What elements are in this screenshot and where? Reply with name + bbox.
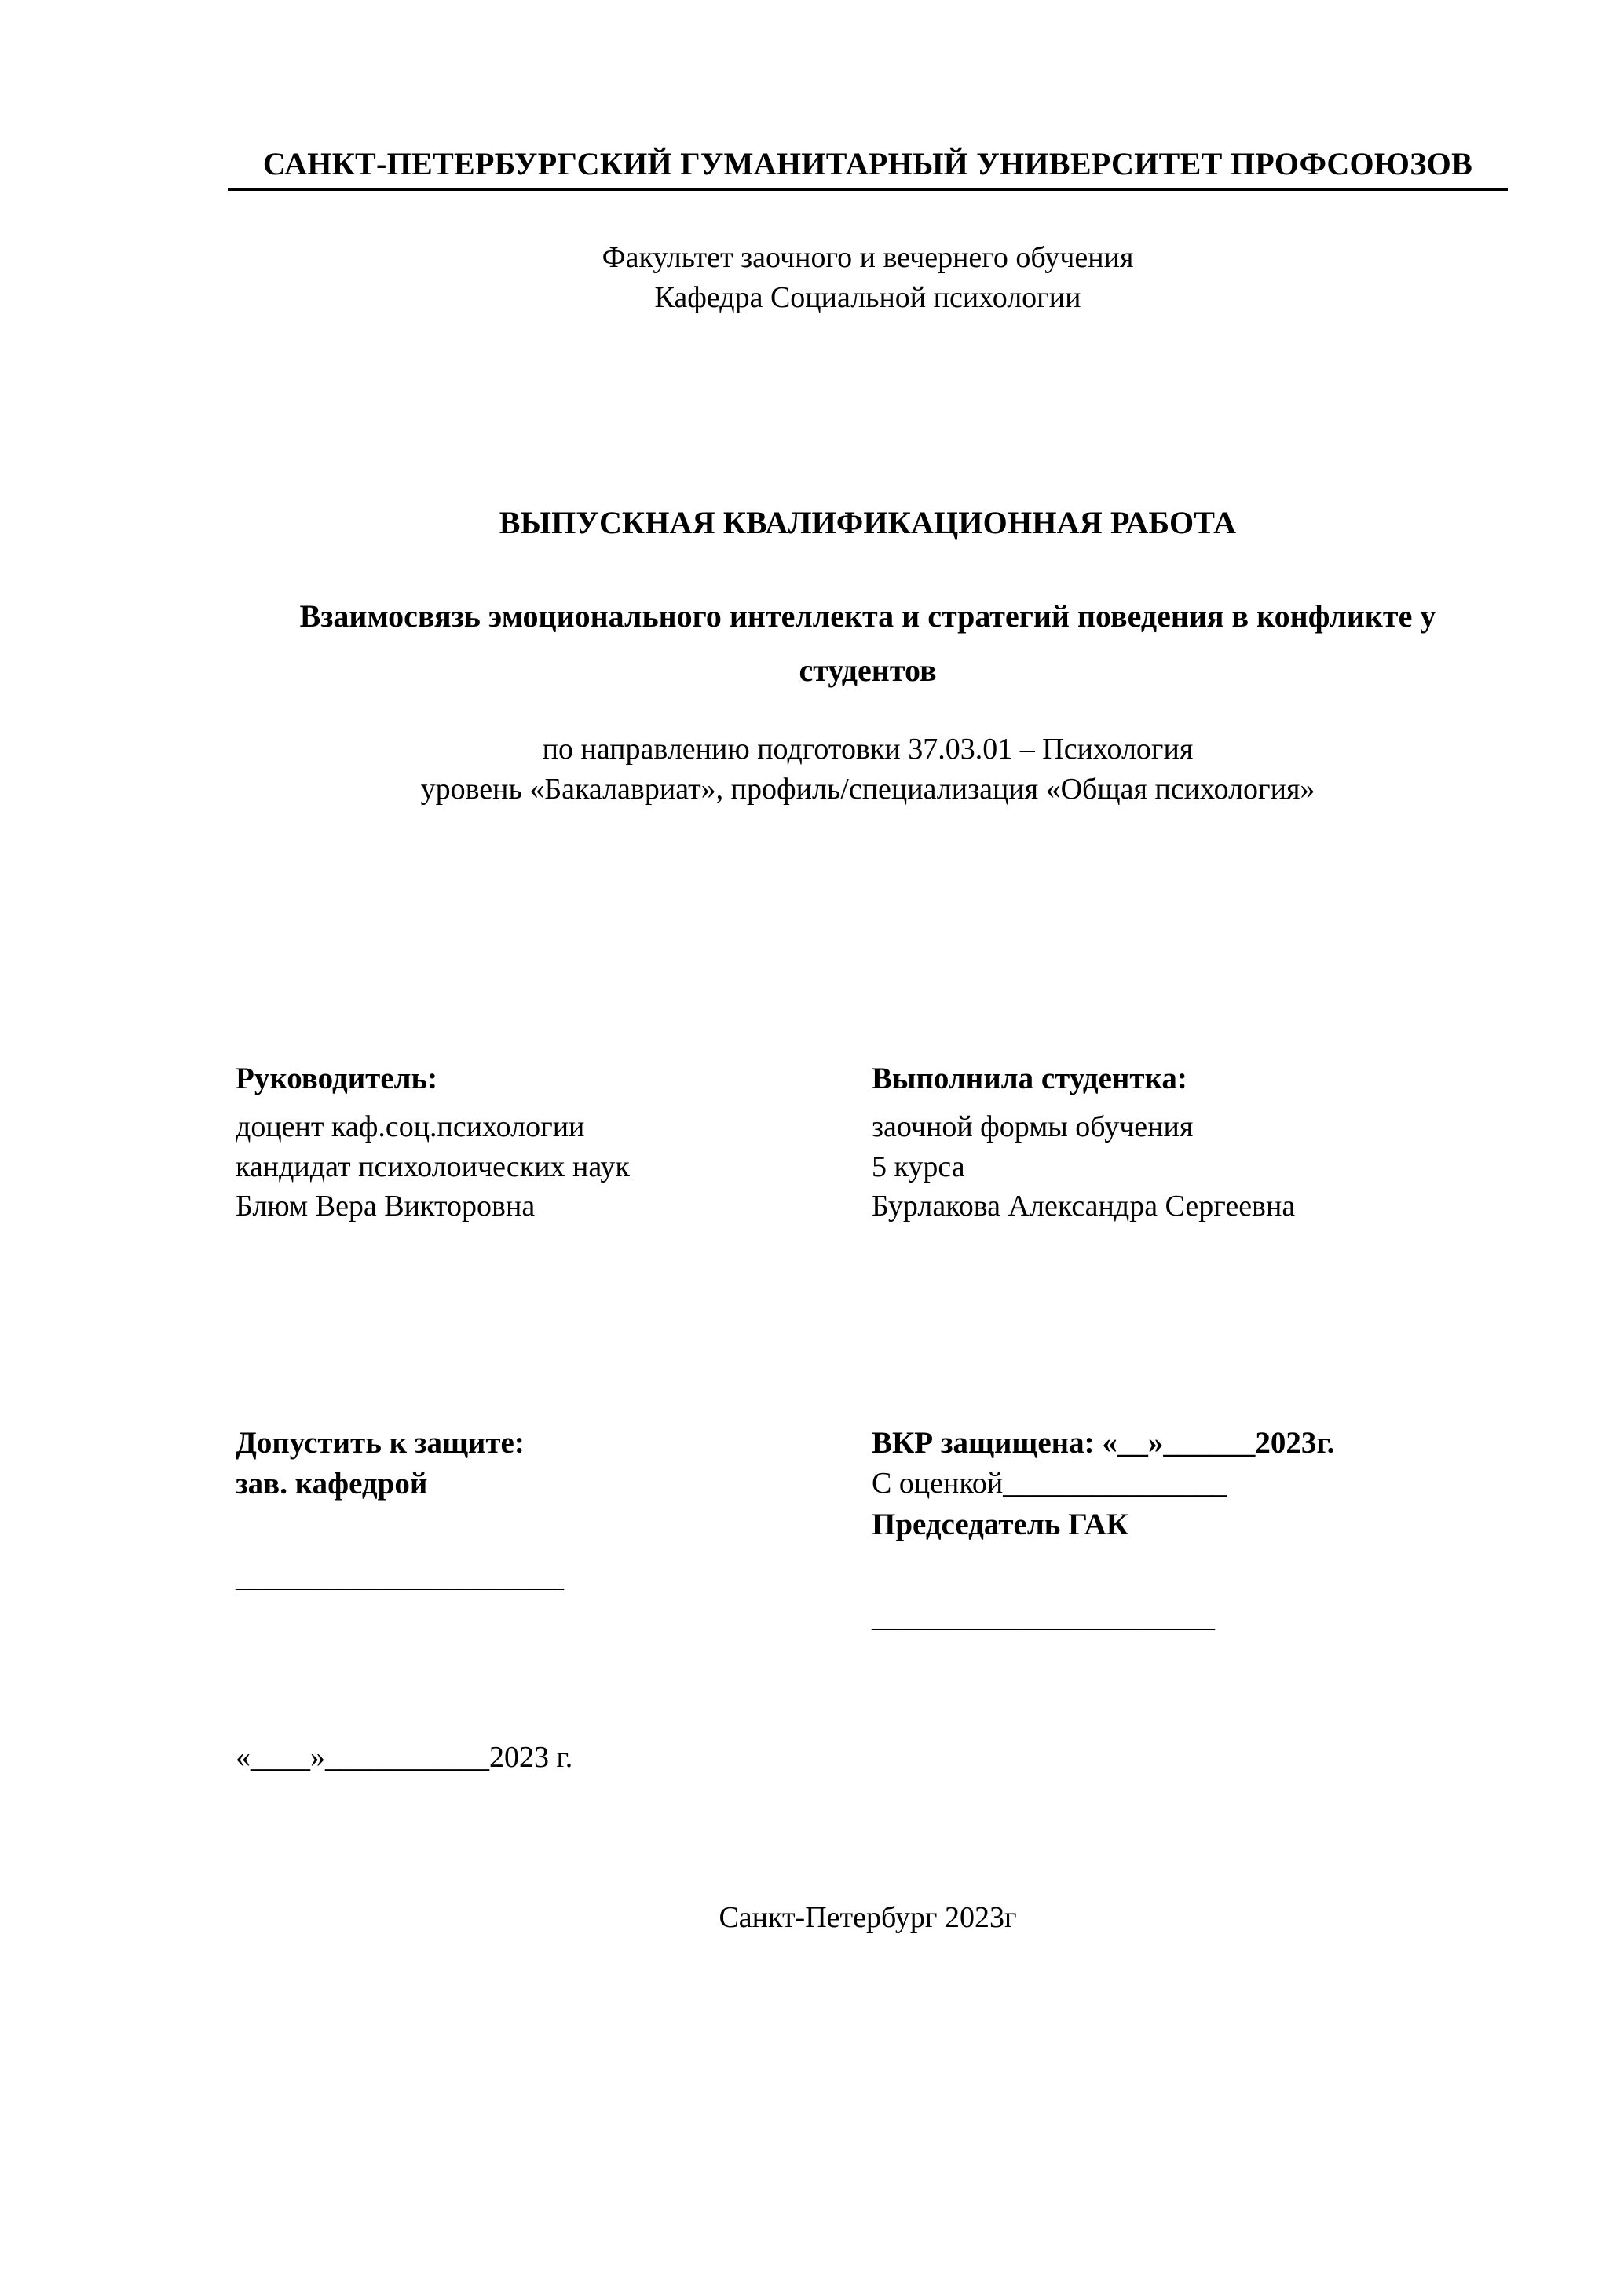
faculty-department-block <box>228 238 1508 317</box>
work-type-heading: ВЫПУСКНАЯ КВАЛИФИКАЦИОННАЯ РАБОТА <box>499 505 1237 541</box>
student-block <box>872 1061 1508 1227</box>
education-level: уровень «Бакалавриат», профиль/специализация «Общая психология» <box>420 772 1315 806</box>
faculty-name: Факультет заочного и вечернего обучения <box>602 241 1134 274</box>
supervisor-heading: Руководитель: <box>236 1062 438 1096</box>
student-heading: Выполнила студентка: <box>872 1062 1187 1096</box>
student-name: Бурлакова Александра Сергеевна <box>872 1190 1296 1223</box>
admission-block <box>228 1423 872 1598</box>
admission-date: «____»___________2023 г. <box>236 1740 573 1774</box>
gak-chair-signature-line: _______________________ <box>872 1600 1215 1634</box>
supervisor-block <box>228 1061 872 1227</box>
student-course: 5 курса <box>872 1150 965 1183</box>
defense-grade-line: С оценкой_______________ <box>872 1467 1227 1501</box>
university-name: САНКТ-ПЕТЕРБУРГСКИЙ ГУМАНИТАРНЫЙ УНИВЕРСИТЕТ ПРОФСОЮЗОВ <box>228 145 1508 191</box>
defense-date-line: ВКР защищена: «__»______2023г. <box>872 1425 1335 1460</box>
supervisor-name: Блюм Вера Викторовна <box>236 1190 536 1223</box>
admission-role: зав. кафедрой <box>236 1467 428 1501</box>
page-content <box>228 0 1508 1935</box>
student-form-of-study: заочной формы обучения <box>872 1110 1194 1144</box>
direction-of-study: по направлению подготовки 37.03.01 – Психология <box>542 732 1194 766</box>
supervisor-degree: кандидат психолоических наук <box>236 1150 630 1183</box>
supervisor-position: доцент каф.соц.психологии <box>236 1110 585 1144</box>
department-name: Кафедра Социальной психологии <box>654 280 1081 314</box>
admission-signature-line: ______________________ <box>236 1560 564 1594</box>
defense-block <box>872 1423 1508 1638</box>
city-and-year: Санкт-Петербург 2023г <box>719 1900 1017 1934</box>
admission-heading: Допустить к защите: <box>236 1425 525 1460</box>
thesis-title: Взаимосвязь эмоционального интеллекта и стратегий поведения в конфликте у студентов <box>299 598 1436 688</box>
gak-chair-heading: Председатель ГАК <box>872 1507 1129 1541</box>
people-row <box>228 1061 1508 1227</box>
approval-row <box>228 1423 1508 1638</box>
direction-block <box>228 729 1508 810</box>
